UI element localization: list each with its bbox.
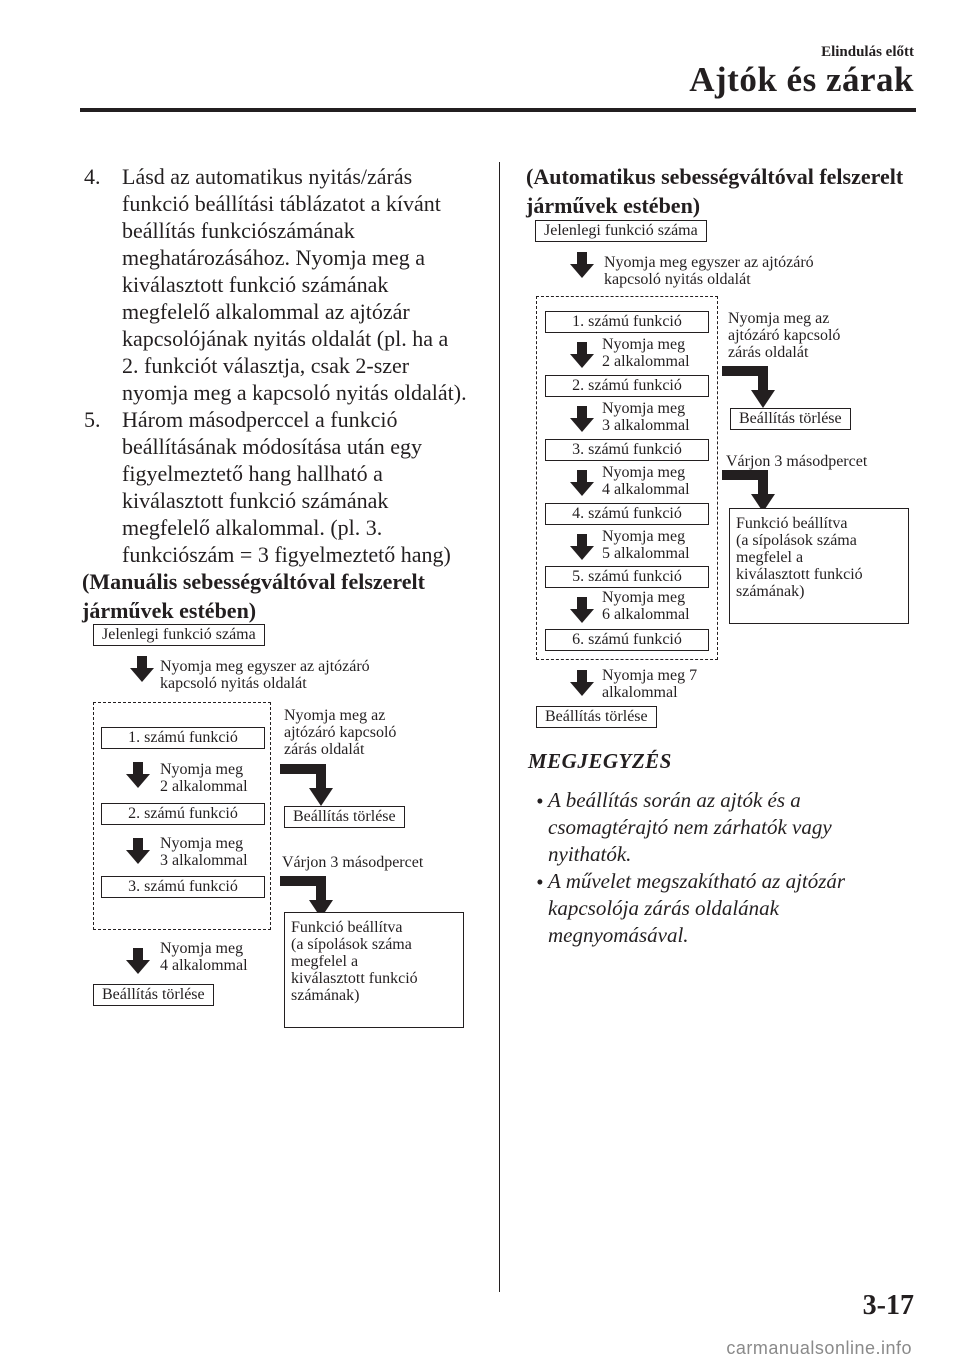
- text-line: megfelelő alkalommal. (pl. 3.: [122, 515, 383, 540]
- elbow-arrow-icon: [280, 764, 344, 806]
- step-4: [84, 163, 484, 408]
- function-set-box: Funkció beállítva (a sípolások száma megfelel a kiválasztott funkció számának): [284, 912, 464, 1028]
- down-arrow-icon: [570, 470, 594, 496]
- press-open-label: Nyomja meg egyszer az ajtózáró kapcsoló nyitás oldalát: [604, 254, 814, 288]
- wait-label: Várjon 3 másodpercet: [726, 453, 868, 470]
- header-rule: [80, 108, 916, 112]
- current-function-box: Jelenlegi funkció száma: [93, 624, 265, 646]
- press-count-label: Nyomja meg 6 alkalommal: [602, 589, 690, 623]
- text-line: kiválasztott funkció számának: [122, 488, 389, 513]
- heading-line: járművek estében): [526, 193, 701, 218]
- press-close-label: Nyomja meg az ajtózáró kapcsoló zárás oldalát: [728, 310, 841, 361]
- wait-label: Várjon 3 másodpercet: [282, 854, 424, 871]
- elbow-arrow-icon: [722, 470, 786, 512]
- clear-setting-box: Beállítás törlése: [536, 706, 657, 728]
- heading-line: (Manuális sebességváltóval felszerelt: [82, 569, 425, 594]
- text-line: figyelmeztető hang hallható a: [122, 461, 383, 486]
- step-number: 4.: [84, 164, 101, 189]
- text-line: kapcsolójának nyitás oldalát (pl. ha a: [122, 326, 449, 351]
- press-count-label: Nyomja meg 5 alkalommal: [602, 528, 690, 562]
- down-arrow-icon: [570, 406, 594, 432]
- step-text: [122, 406, 451, 568]
- elbow-arrow-icon: [722, 366, 786, 408]
- column-divider: [499, 162, 500, 1292]
- function-box-1: 1. számú funkció: [101, 727, 265, 749]
- watermark: carmanualsonline.info: [726, 1338, 912, 1358]
- down-arrow-icon: [126, 838, 150, 864]
- text-line: 2. funkciót választja, csak 2-szer: [122, 353, 410, 378]
- function-box-6: 6. számú funkció: [545, 629, 709, 651]
- press-last-label: Nyomja meg 4 alkalommal: [160, 940, 248, 974]
- text-line: Lásd az automatikus nyitás/zárás: [122, 164, 413, 189]
- function-box-3: 3. számú funkció: [101, 876, 265, 898]
- text-line: megfelelő alkalommal az ajtózár: [122, 299, 410, 324]
- function-box-2: 2. számú funkció: [101, 803, 265, 825]
- function-box-4: 4. számú funkció: [545, 503, 709, 525]
- bullet-icon: •: [536, 870, 544, 894]
- note-item-2: A művelet megszakítható az ajtózár kapcsolója zárás oldalának megnyomásával.: [548, 869, 846, 947]
- clear-setting-box-right: Beállítás törlése: [730, 408, 851, 430]
- heading-line: (Automatikus sebességváltóval felszerelt: [526, 164, 904, 189]
- clear-setting-box: Beállítás törlése: [93, 984, 214, 1006]
- text-line: Három másodperccel a funkció: [122, 407, 398, 432]
- press-open-label: Nyomja meg egyszer az ajtózáró kapcsoló nyitás oldalát: [160, 658, 370, 692]
- down-arrow-icon: [570, 597, 594, 623]
- function-box-3: 3. számú funkció: [545, 439, 709, 461]
- press-count-label: Nyomja meg 2 alkalommal: [160, 761, 248, 795]
- down-arrow-icon: [126, 948, 150, 974]
- down-arrow-icon: [570, 342, 594, 368]
- text-line: beállítás funkciószámának: [122, 218, 355, 243]
- bullet-icon: •: [536, 789, 544, 813]
- text-line: beállításának módosítása után egy: [122, 434, 422, 459]
- down-arrow-icon: [570, 252, 594, 278]
- heading-line: járművek estében): [82, 598, 257, 623]
- down-arrow-icon: [126, 762, 150, 788]
- press-close-label: Nyomja meg az ajtózáró kapcsoló zárás oldalát: [284, 707, 397, 758]
- press-count-label: Nyomja meg 3 alkalommal: [602, 400, 690, 434]
- function-box-2: 2. számú funkció: [545, 375, 709, 397]
- text-line: nyomja meg a kapcsoló nyitás oldalát).: [122, 380, 467, 405]
- automatic-heading: [526, 162, 903, 220]
- step-number: 5.: [84, 407, 101, 432]
- step-5: [84, 406, 484, 571]
- note-title: MEGJEGYZÉS: [528, 749, 672, 773]
- down-arrow-icon: [570, 670, 594, 696]
- function-box-1: 1. számú funkció: [545, 311, 709, 333]
- step-text: [122, 163, 467, 406]
- function-set-box: Funkció beállítva (a sípolások száma megfelel a kiválasztott funkció számának): [729, 508, 909, 624]
- section-name: Elindulás előtt: [821, 44, 914, 60]
- press-count-label: Nyomja meg 4 alkalommal: [602, 464, 690, 498]
- text-line: funkciószám = 3 figyelmeztető hang): [122, 542, 451, 567]
- current-function-box: Jelenlegi funkció száma: [535, 220, 707, 242]
- text-line: kiválasztott funkció számának: [122, 272, 389, 297]
- press-last-label: Nyomja meg 7 alkalommal: [602, 667, 698, 701]
- press-count-label: Nyomja meg 2 alkalommal: [602, 336, 690, 370]
- press-count-label: Nyomja meg 3 alkalommal: [160, 835, 248, 869]
- down-arrow-icon: [570, 534, 594, 560]
- text-line: funkció beállítási táblázatot a kívánt: [122, 191, 441, 216]
- page-title: Ajtók és zárak: [689, 60, 914, 99]
- manual-heading: [82, 567, 425, 625]
- page-number: 3-17: [862, 1290, 914, 1321]
- function-box-5: 5. számú funkció: [545, 566, 709, 588]
- text-line: meghatározásához. Nyomja meg a: [122, 245, 425, 270]
- down-arrow-icon: [130, 656, 154, 682]
- clear-setting-box-right: Beállítás törlése: [284, 806, 405, 828]
- note-item-1: A beállítás során az ajtók és a csomagtérajtó nem zárhatók vagy nyithatók.: [548, 788, 832, 866]
